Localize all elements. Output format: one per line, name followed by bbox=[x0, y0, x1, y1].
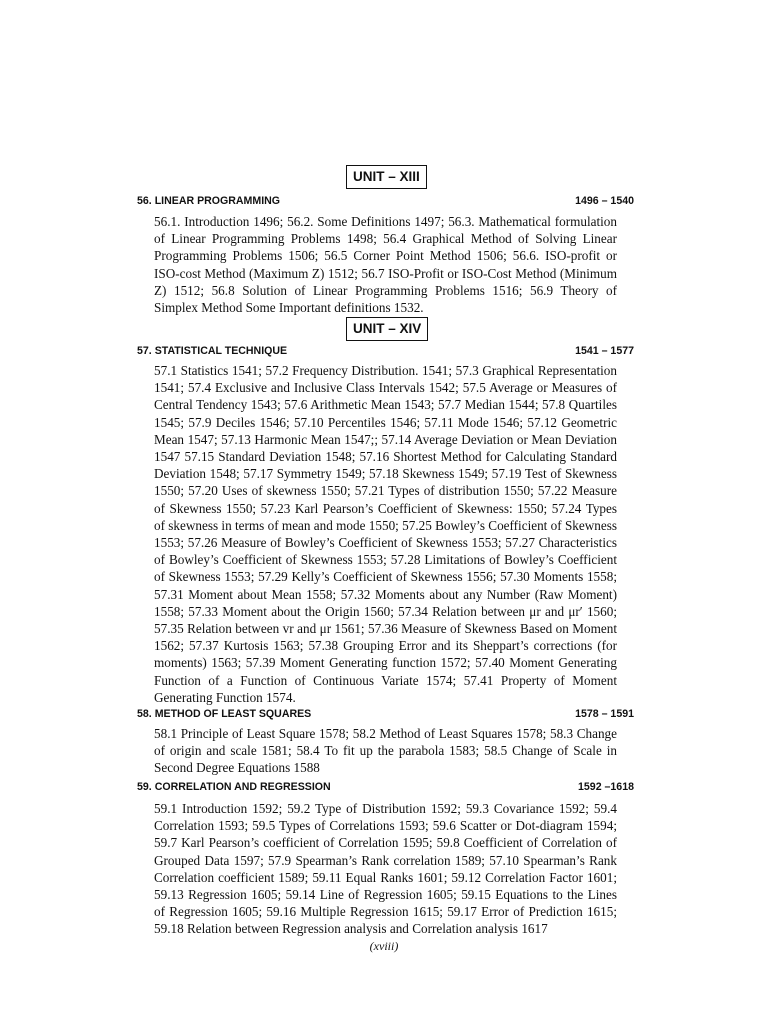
chapter-heading-58 bbox=[137, 707, 634, 721]
chapter-title bbox=[137, 194, 280, 208]
chapter-heading-59 bbox=[137, 780, 634, 794]
unit-heading-xiv: UNIT – XIV bbox=[346, 317, 428, 341]
chapter-number: 56. bbox=[137, 195, 152, 207]
chapter-name: STATISTICAL TECHNIQUE bbox=[154, 345, 288, 357]
page-number: (xviii) bbox=[369, 939, 399, 953]
chapter-page-range: 1541 – 1577 bbox=[575, 345, 634, 357]
chapter-name: LINEAR PROGRAMMING bbox=[154, 195, 281, 207]
chapter-title bbox=[137, 780, 331, 794]
chapter-name: METHOD OF LEAST SQUARES bbox=[154, 708, 312, 720]
chapter-heading-56 bbox=[137, 194, 634, 208]
chapter-contents-57: 57.1 Statistics 1541; 57.2 Frequency Distribution. 1541; 57.3 Graphical Representation 1541; 57.4 Exclusive and Inclusive Class Intervals 1542; 57.5 Average or Measures of Central Tendency 1543; 57.6 Arithmetic Mean 1543; 57.7 Median 1544; 57.8 Quartiles 1545; 57.9 Deciles 1546; 57.10 Percentiles 1546; 57.11 Mode 1546; 57.12 Geometric Mean 1547; 57.13 Harmonic Mean 1547;; 57.14 Average Deviation or Mean Deviation 1547 57.15 Standard Deviation 1548; 57.16 Shortest Method for Calculating Standard Deviation 1548; 57.17 Symmetry 1549; 57.18 Skewness 1549; 57.19 Test of Skewness 1550; 57.20 Uses of skewness 1550; 57.21 Types of distribution 1550; 57.22 Measure of Skewness 1550; 57.23 Karl Pearson’s Coefficient of Skewness: 1550; 57.24 Types of skewness in terms of mean and mode 1550; 57.25 Bowley’s Coefficient of Skewness 1553; 57.26 Measure of Bowley’s Coefficient of Skewness 1553; 57.27 Characteristics of Bowley’s Coefficient of Skewness 1553; 57.28 Limitations of Bowley’s Coefficient of Skewness 1553; 57.29 Kelly’s Coefficient of Skewness 1556; 57.30 Moments 1558; 57.31 Moment about Mean 1558; 57.32 Moments about any Number (Raw Moment) 1558; 57.33 Moment about the Origin 1560; 57.34 Relation between μr and μr′ 1560; 57.35 Relation between vr and μr 1561; 57.36 Measure of Skewness Based on Moment 1562; 57.37 Kurtosis 1563; 57.38 Grouping Error and its Sheppart’s corrections (for moments) 1563; 57.39 Moment Generating function 1572; 57.40 Moment Generating Function of a Function of Continuous Variate 1574; 57.41 Property of Moment Generating Function 1574. bbox=[154, 363, 617, 705]
unit-heading-xiii: UNIT – XIII bbox=[346, 165, 427, 189]
chapter-contents-58: 58.1 Principle of Least Square 1578; 58.2 Method of Least Squares 1578; 58.3 Change of origin and scale 1581; 58.4 To fit up the parabola 1583; 58.5 Change of Scale in Second Degree Equations 1588 bbox=[154, 726, 617, 776]
chapter-title bbox=[137, 344, 287, 358]
chapter-page-range: 1578 – 1591 bbox=[575, 708, 634, 720]
chapter-name: CORRELATION AND REGRESSION bbox=[154, 781, 331, 793]
chapter-contents-56: 56.1. Introduction 1496; 56.2. Some Definitions 1497; 56.3. Mathematical formulation of Linear Programming Problems 1498; 56.4 Graphical Method of Solving Linear Programming Problems 1506; 56.5 Corner Point Method 1506; 56.6. ISO-profit or ISO-cost Method (Maximum Z) 1512; 56.7 ISO-Profit or ISO-Cost Method (Minimum Z) 1512; 56.8 Solution of Linear Programming Problems 1516; 56.9 Theory of Simplex Method Some Important definitions 1532. bbox=[154, 214, 617, 316]
chapter-page-range: 1496 – 1540 bbox=[575, 195, 634, 207]
chapter-number: 58. bbox=[137, 708, 152, 720]
chapter-number: 59. bbox=[137, 781, 152, 793]
chapter-title bbox=[137, 707, 311, 721]
chapter-heading-57 bbox=[137, 344, 634, 358]
chapter-number: 57. bbox=[137, 345, 152, 357]
chapter-page-range: 1592 –1618 bbox=[578, 781, 634, 793]
chapter-contents-59: 59.1 Introduction 1592; 59.2 Type of Distribution 1592; 59.3 Covariance 1592; 59.4 Correlation 1593; 59.5 Types of Correlations 1593; 59.6 Scatter or Dot-diagram 1594; 59.7 Karl Pearson’s coefficient of Correlation 1595; 59.8 Coefficient of Correlation of Grouped Data 1597; 57.9 Spearman’s Rank correlation 1589; 57.10 Spearman’s Rank Correlation coefficient 1589; 59.11 Equal Ranks 1601; 59.12 Correlation Factor 1601; 59.13 Regression 1605; 59.14 Line of Regression 1605; 59.15 Equations to the Lines of Regression 1605; 59.16 Multiple Regression 1615; 59.17 Error of Prediction 1615; 59.18 Relation between Regression analysis and Correlation analysis 1617 bbox=[154, 801, 617, 937]
